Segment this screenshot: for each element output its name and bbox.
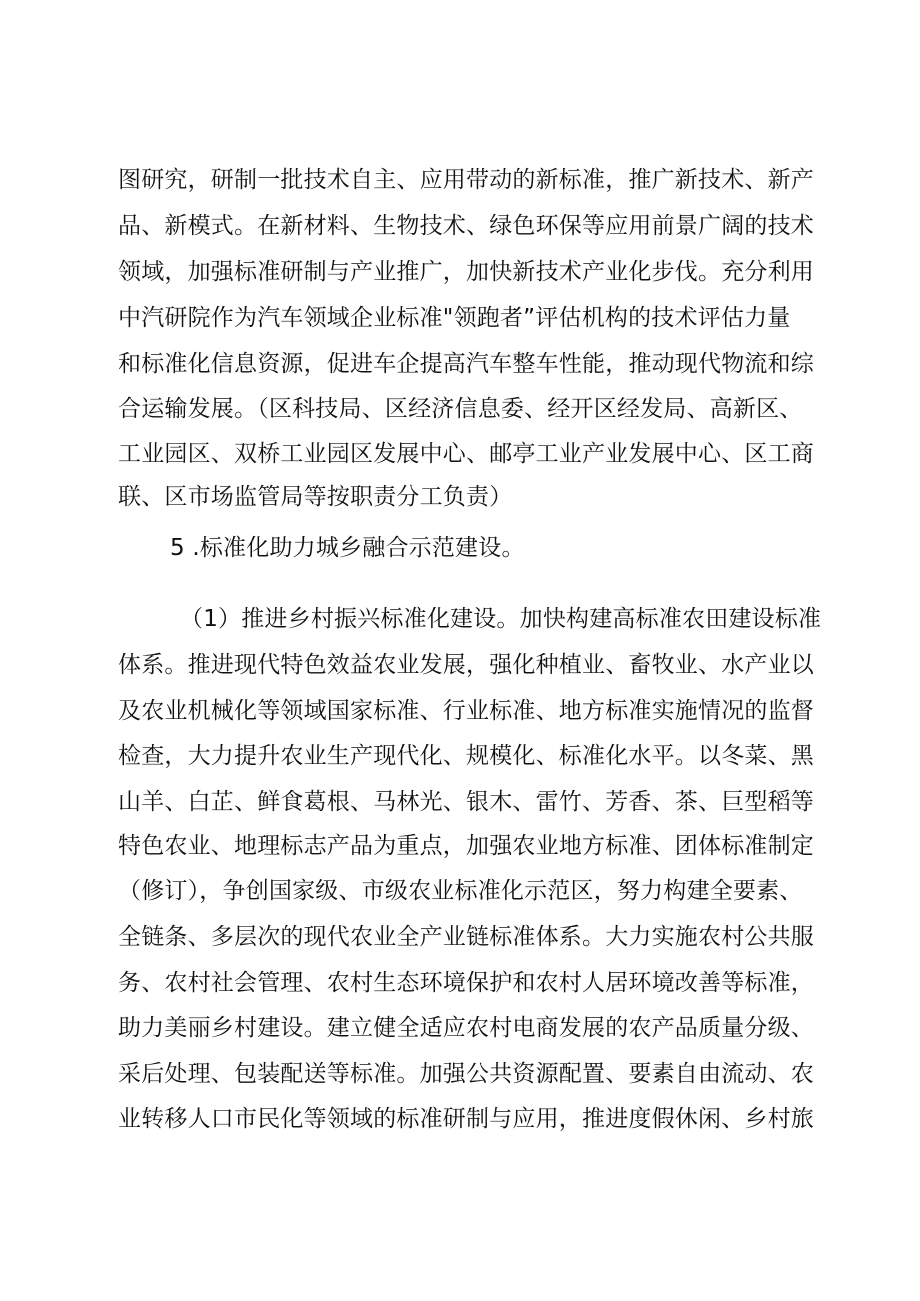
- paragraph-2-line-6: 特色农业、地理标志产品为重点，加强农业地方标准、团体标准制定: [118, 833, 814, 859]
- paragraph-2-line-10: 助力美丽乡村建设。建立健全适应农村电商发展的农产品质量分级、: [118, 1015, 814, 1041]
- paragraph-2-line-12: 业转移人口市民化等领域的标准研制与应用，推进度假休闲、乡村旅: [118, 1106, 814, 1132]
- paragraph-2-line-1: （1）推进乡村振兴标准化建设。加快构建高标准农田建设标准: [180, 606, 822, 632]
- paragraph-1-line-6: 合运输发展。（区科技局、区经济信息委、经开区经发局、高新区、: [118, 396, 803, 422]
- paragraph-1-line-5: 和标准化信息资源，促进车企提高汽车整车性能，推动现代物流和综: [118, 351, 814, 377]
- paragraph-1-line-8: 联、区市场监管局等按职责分工负责）: [118, 484, 513, 510]
- paragraph-2-line-8: 全链条、多层次的现代农业全产业链标准体系。大力实施农村公共服: [118, 924, 814, 950]
- paragraph-1-line-1: 图研究，研制一批技术自主、应用带动的新标准，推广新技术、新产: [118, 167, 814, 193]
- paragraph-2-line-2: 体系。推进现代特色效益农业发展，强化种植业、畜牧业、水产业以: [118, 652, 814, 678]
- paragraph-2-line-11: 采后处理、包装配送等标准。加强公共资源配置、要素自由流动、农: [118, 1061, 814, 1087]
- section-heading: 5 .标准化助力城乡融合示范建设。: [170, 535, 525, 561]
- paragraph-2-line-3: 及农业机械化等领域国家标准、行业标准、地方标准实施情况的监督: [118, 698, 814, 724]
- paragraph-1-line-2: 品、新模式。在新材料、生物技术、绿色环保等应用前景广阔的技术: [118, 213, 814, 239]
- paragraph-1-line-4: 中汽研院作为汽车领域企业标准"领跑者”评估机构的技术评估力量: [118, 305, 791, 331]
- paragraph-2-line-9: 务、农村社会管理、农村生态环境保护和农村人居环境改善等标准，: [118, 970, 814, 996]
- paragraph-1-line-7: 工业园区、双桥工业园区发展中心、邮亭工业产业发展中心、区工商: [118, 441, 814, 467]
- paragraph-2-line-5: 山羊、白芷、鲜食葛根、马林光、银木、雷竹、芳香、茶、巨型稻等: [118, 789, 814, 815]
- paragraph-2-line-7: （修订），争创国家级、市级农业标准化示范区，努力构建全要素、: [118, 878, 803, 904]
- paragraph-1-line-3: 领域，加强标准研制与产业推广，加快新技术产业化步伐。充分利用: [118, 259, 814, 285]
- paragraph-2-line-4: 检查，大力提升农业生产现代化、规模化、标准化水平。以冬菜、黑: [118, 743, 814, 769]
